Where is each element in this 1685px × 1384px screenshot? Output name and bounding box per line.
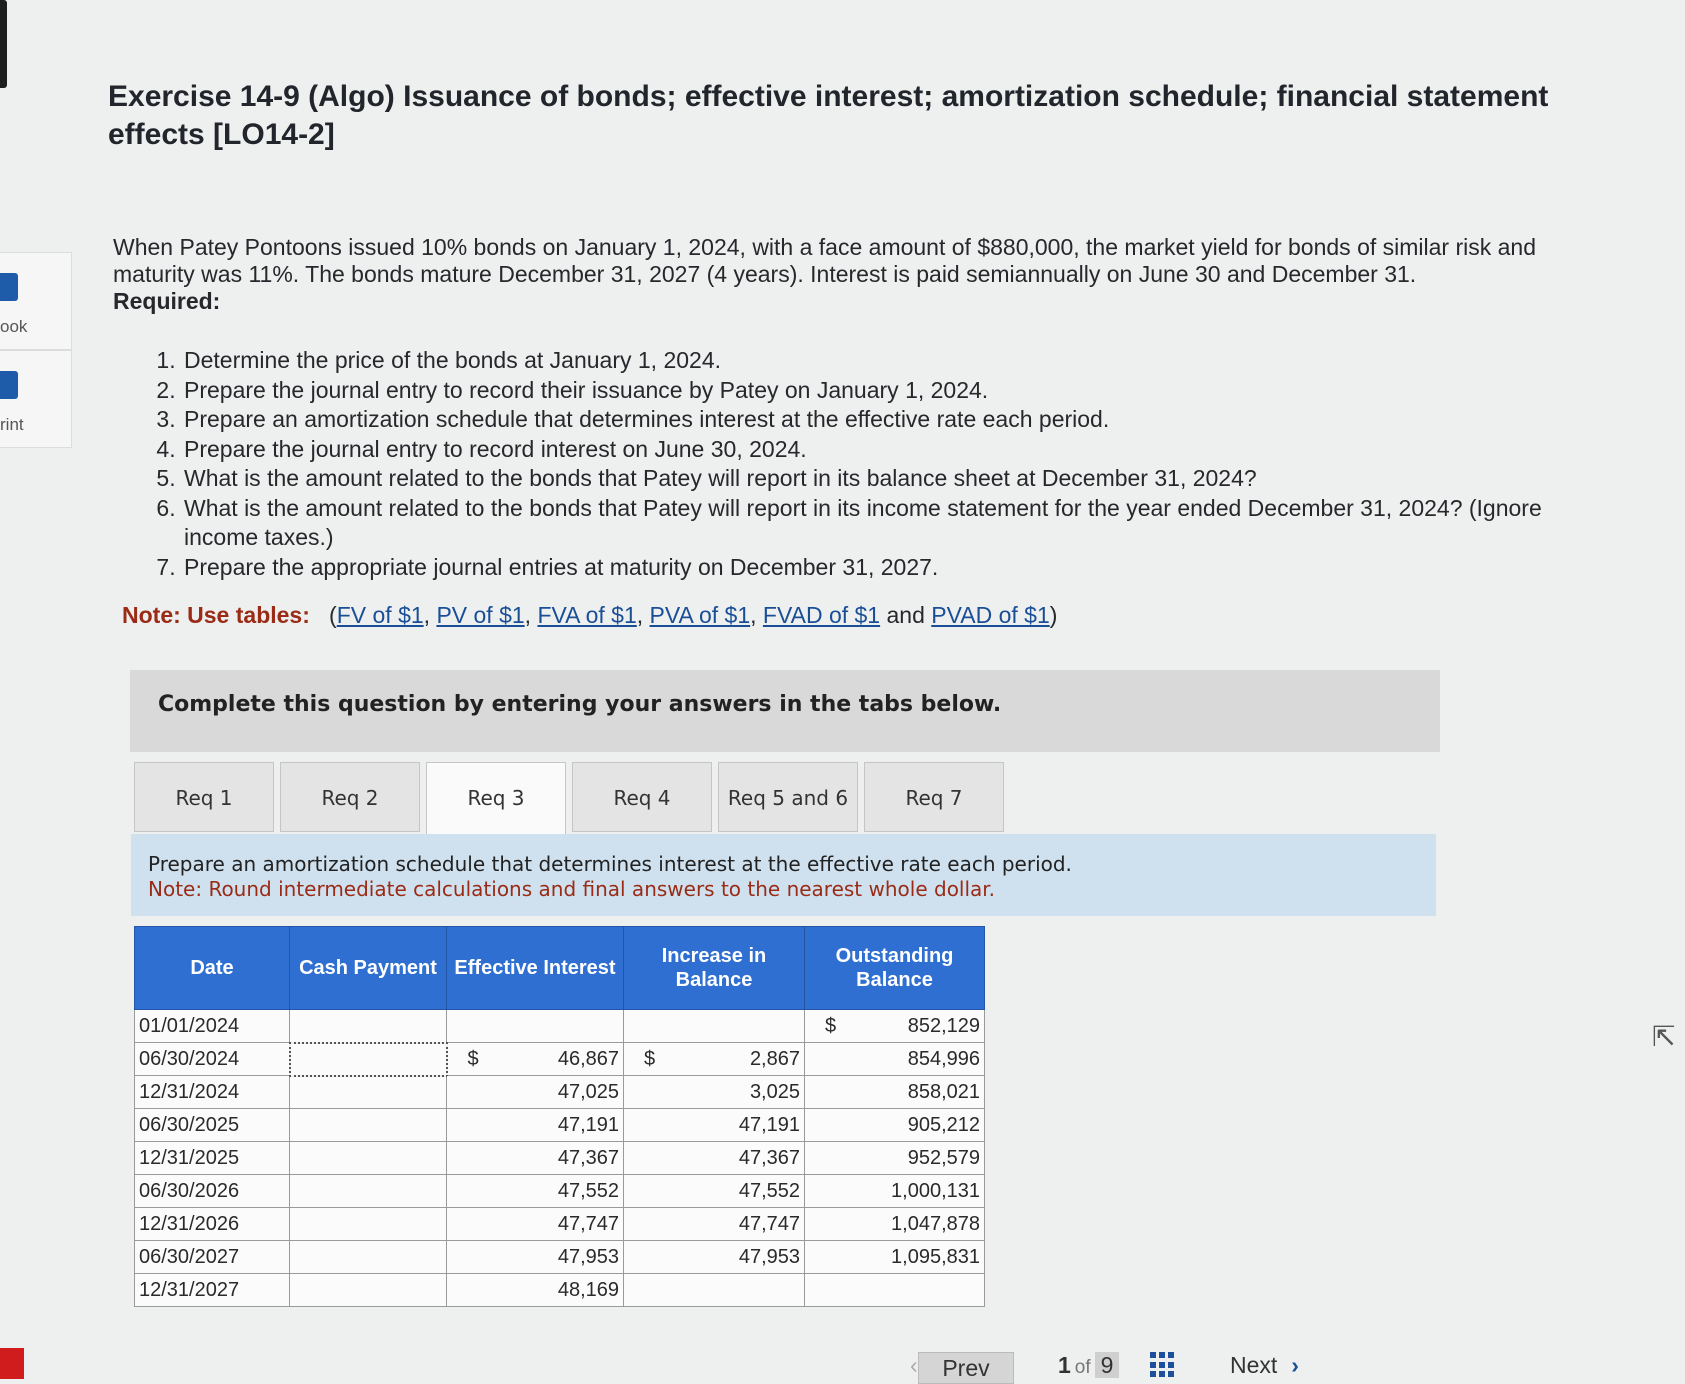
balance-input[interactable]: 854,996 bbox=[805, 1043, 985, 1076]
tab-req-4[interactable]: Req 4 bbox=[572, 762, 712, 832]
note-label: Note: Use tables: bbox=[122, 602, 310, 628]
increase-input[interactable]: 47,953 bbox=[624, 1241, 805, 1274]
interest-input[interactable]: 47,552 bbox=[447, 1175, 624, 1208]
rounding-note: Note: Round intermediate calculations and final answers to the nearest whole dollar. bbox=[148, 877, 996, 901]
tab-req-5-and-6[interactable]: Req 5 and 6 bbox=[718, 762, 858, 832]
instructions-panel bbox=[131, 834, 1436, 916]
table-row bbox=[135, 1274, 985, 1307]
increase-input[interactable]: 47,747 bbox=[624, 1208, 805, 1241]
next-button[interactable] bbox=[1230, 1352, 1299, 1379]
sidebar-handle bbox=[0, 0, 7, 88]
page-of: of bbox=[1074, 1357, 1091, 1378]
dollar-sign: $ bbox=[644, 1048, 656, 1070]
page-title: Exercise 14-9 (Algo) Issuance of bonds; effective interest; amortization schedule; financial statement effects [LO14-2] bbox=[108, 80, 1549, 151]
date-cell: 12/31/2025 bbox=[135, 1142, 290, 1175]
print-label: rint bbox=[0, 415, 24, 434]
increase-input[interactable]: 47,367 bbox=[624, 1142, 805, 1175]
date-cell: 12/31/2024 bbox=[135, 1076, 290, 1109]
book-icon bbox=[0, 273, 18, 301]
next-label: Next bbox=[1230, 1352, 1278, 1378]
link-fva[interactable]: FVA of $1 bbox=[537, 602, 637, 628]
cash-payment-input[interactable] bbox=[290, 1076, 447, 1109]
cash-payment-input[interactable] bbox=[290, 1142, 447, 1175]
cash-payment-input[interactable] bbox=[290, 1208, 447, 1241]
interest-input[interactable]: 47,191 bbox=[447, 1109, 624, 1142]
grid-icon[interactable] bbox=[1150, 1352, 1176, 1378]
list-item: 2. Prepare the journal entry to record their issuance by Patey on January 1, 2024. bbox=[182, 376, 1612, 406]
cash-payment-input[interactable] bbox=[290, 1175, 447, 1208]
ebook-label: ook bbox=[0, 317, 28, 336]
tab-req-7[interactable]: Req 7 bbox=[864, 762, 1004, 832]
balance-input[interactable] bbox=[805, 1274, 985, 1307]
tab-req-1[interactable]: Req 1 bbox=[134, 762, 274, 832]
header-increase-in-balance: Increase in Balance bbox=[624, 927, 805, 1010]
interest-cell bbox=[447, 1010, 624, 1043]
cash-payment-input[interactable] bbox=[290, 1109, 447, 1142]
balance-input[interactable]: 1,095,831 bbox=[805, 1241, 985, 1274]
cash-payment-input[interactable] bbox=[290, 1274, 447, 1307]
header-cash-payment: Cash Payment bbox=[290, 927, 447, 1010]
interest-input[interactable]: 47,025 bbox=[447, 1076, 624, 1109]
current-page: 1 bbox=[1058, 1352, 1071, 1378]
balance-input[interactable]: 905,212 bbox=[805, 1109, 985, 1142]
chevron-right-icon: › bbox=[1291, 1352, 1299, 1378]
increase-input[interactable]: $ 2,867 bbox=[624, 1043, 805, 1076]
table-row bbox=[135, 1043, 985, 1076]
table-row bbox=[135, 1175, 985, 1208]
prev-button[interactable]: Prev bbox=[918, 1352, 1014, 1384]
table-row bbox=[135, 1010, 985, 1043]
date-cell: 06/30/2026 bbox=[135, 1175, 290, 1208]
link-pvad[interactable]: PVAD of $1 bbox=[931, 602, 1050, 628]
complete-text: Complete this question by entering your answers in the tabs below. bbox=[158, 692, 1002, 717]
interest-input[interactable]: 48,169 bbox=[447, 1274, 624, 1307]
cash-cell bbox=[290, 1010, 447, 1043]
date-cell: 06/30/2024 bbox=[135, 1043, 290, 1076]
brand-logo bbox=[0, 1348, 24, 1379]
list-item: 6. What is the amount related to the bonds that Patey will report in its income statement for the year ended December 31, 2024? (Ignore income taxes.) bbox=[182, 494, 1612, 553]
date-cell: 12/31/2027 bbox=[135, 1274, 290, 1307]
list-item: 3. Prepare an amortization schedule that determines interest at the effective rate each period. bbox=[182, 405, 1612, 435]
balance-input[interactable]: 858,021 bbox=[805, 1076, 985, 1109]
dollar-sign: $ bbox=[825, 1015, 837, 1037]
header-date: Date bbox=[135, 927, 290, 1010]
link-fv[interactable]: FV of $1 bbox=[336, 602, 424, 628]
link-pv[interactable]: PV of $1 bbox=[436, 602, 525, 628]
complete-banner bbox=[130, 670, 1440, 752]
tab-req-2[interactable]: Req 2 bbox=[280, 762, 420, 832]
print-icon bbox=[0, 371, 18, 399]
cash-payment-input[interactable] bbox=[290, 1241, 447, 1274]
date-cell: 06/30/2027 bbox=[135, 1241, 290, 1274]
increase-cell bbox=[624, 1010, 805, 1043]
left-sidebar bbox=[0, 0, 72, 1379]
table-header-row bbox=[135, 927, 985, 1010]
header-effective-interest: Effective Interest bbox=[447, 927, 624, 1010]
tab-req-3[interactable]: Req 3 bbox=[426, 762, 566, 835]
table-row bbox=[135, 1076, 985, 1109]
interest-input[interactable]: 47,953 bbox=[447, 1241, 624, 1274]
date-cell: 12/31/2026 bbox=[135, 1208, 290, 1241]
list-item: 4. Prepare the journal entry to record interest on June 30, 2024. bbox=[182, 435, 1612, 465]
cash-payment-input[interactable] bbox=[290, 1043, 447, 1076]
table-row bbox=[135, 1208, 985, 1241]
interest-input[interactable]: 47,367 bbox=[447, 1142, 624, 1175]
instruction-text: Prepare an amortization schedule that determines interest at the effective rate each period. bbox=[148, 852, 1072, 876]
balance-input[interactable]: 1,000,131 bbox=[805, 1175, 985, 1208]
table-row bbox=[135, 1109, 985, 1142]
dollar-sign: $ bbox=[467, 1048, 479, 1070]
amortization-table bbox=[134, 926, 985, 1307]
problem-intro: When Patey Pontoons issued 10% bonds on January 1, 2024, with a face amount of $880,000, the market yield for bonds of similar risk and maturity was 11%. The bonds mature December 31, 2027 (4 years). Interest is paid semiannually on June 30 and December 31. bbox=[113, 234, 1537, 287]
table-row bbox=[135, 1241, 985, 1274]
list-item: 5. What is the amount related to the bonds that Patey will report in its balance sheet at December 31, 2024? bbox=[182, 464, 1612, 494]
table-row bbox=[135, 1142, 985, 1175]
page-indicator bbox=[1058, 1352, 1119, 1379]
link-fvad[interactable]: FVAD of $1 bbox=[762, 602, 881, 628]
increase-input[interactable]: 3,025 bbox=[624, 1076, 805, 1109]
interest-input[interactable]: 47,747 bbox=[447, 1208, 624, 1241]
interest-input[interactable]: $ 46,867 bbox=[447, 1043, 624, 1076]
total-pages: 9 bbox=[1095, 1352, 1120, 1378]
list-item: 1. Determine the price of the bonds at January 1, 2024. bbox=[182, 346, 1612, 376]
balance-input[interactable]: 952,579 bbox=[805, 1142, 985, 1175]
date-cell: 06/30/2025 bbox=[135, 1109, 290, 1142]
header-outstanding-balance: Outstanding Balance bbox=[805, 927, 985, 1010]
print-button[interactable] bbox=[0, 350, 72, 448]
chevron-left-icon: ‹ bbox=[910, 1352, 918, 1378]
increase-input[interactable]: 47,191 bbox=[624, 1109, 805, 1142]
balance-input[interactable]: $ 852,129 bbox=[805, 1010, 985, 1043]
increase-input[interactable] bbox=[624, 1274, 805, 1307]
list-item: 7. Prepare the appropriate journal entries at maturity on December 31, 2027. bbox=[182, 553, 1612, 583]
required-label: Required: bbox=[113, 288, 221, 314]
link-pva[interactable]: PVA of $1 bbox=[649, 602, 751, 628]
requirements-list bbox=[150, 346, 1612, 582]
increase-input[interactable]: 47,552 bbox=[624, 1175, 805, 1208]
tables-note: Note: Use tables: (FV of $1, PV of $1, FVA of $1, PVA of $1, FVAD of $1 and PVAD of $1) bbox=[122, 602, 1058, 628]
date-cell: 01/01/2024 bbox=[135, 1010, 290, 1043]
mouse-cursor-icon: ⇱ bbox=[1652, 1021, 1676, 1052]
balance-input[interactable]: 1,047,878 bbox=[805, 1208, 985, 1241]
ebook-button[interactable] bbox=[0, 252, 72, 350]
